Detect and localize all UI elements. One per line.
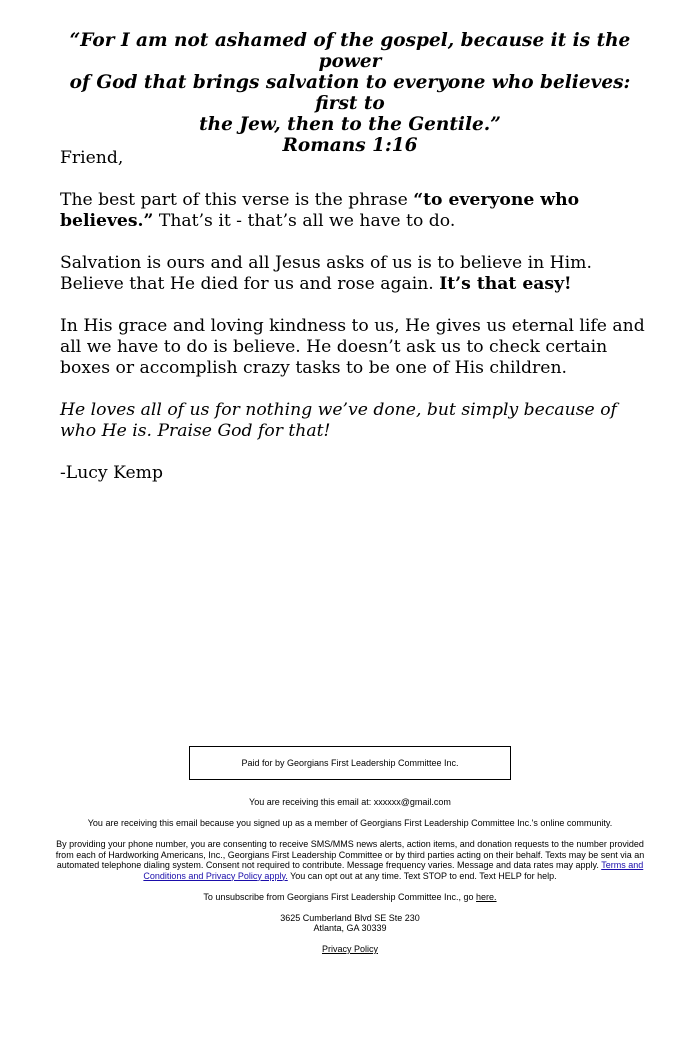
unsubscribe-link[interactable]: here. — [476, 891, 497, 902]
address-line-2: Atlanta, GA 30339 — [313, 923, 387, 933]
address-line-1: 3625 Cumberland Blvd SE Ste 230 — [280, 912, 420, 923]
paragraph-2-bold: It’s that easy! — [439, 274, 572, 294]
paragraph-2-text: Salvation is ours and all Jesus asks of us is to believe in Him. Believe that He died for us and rose again. — [60, 253, 592, 294]
receiving-notice: You are receiving this email at: xxxxxx@gmail.com — [249, 797, 451, 807]
paragraph-4: He loves all of us for nothing we’ve done, but simply because of who He is. Praise God for that! — [60, 400, 617, 441]
privacy-policy-link[interactable]: Privacy Policy — [321, 944, 378, 954]
unsubscribe-text: To unsubscribe from Georgians First Leadership Committee Inc., go — [203, 891, 477, 902]
unsubscribe-notice — [55, 892, 645, 903]
email-footer — [55, 797, 645, 965]
verse-line-2: of God that brings salvation to everyone who believes: first to — [69, 72, 631, 114]
paragraph-1-bold: “to everyone who believes.” — [60, 190, 580, 231]
sms-disclaimer-text: By providing your phone number, you are consenting to receive SMS/MMS news alerts, action items, and donation requests to the number provided from each of Hardworking Americans, Inc., Georgians First Leadership Committee or by third parties acting on their behalf. Texts may be sent via an automated telephone dialing system. Consent not required to contribute. Message frequency varies. Message and data rates may apply. — [55, 839, 645, 870]
verse-line-3: the Jew, then to the Gentile.” — [199, 114, 501, 135]
verse-quote — [60, 30, 640, 156]
mailing-address — [55, 913, 645, 934]
privacy-row — [55, 944, 645, 955]
letter-body — [60, 148, 650, 505]
signature: -Lucy Kemp — [60, 463, 163, 483]
paid-for-box: Paid for by Georgians First Leadership Committee Inc. — [189, 746, 511, 780]
paragraph-2 — [60, 253, 650, 295]
verse-line-1: “For I am not ashamed of the gospel, because it is the power — [69, 30, 631, 72]
paragraph-1 — [60, 190, 650, 232]
verse-reference: Romans 1:16 — [282, 135, 418, 156]
paragraph-1-rest: That’s it - that’s all we have to do. — [153, 211, 456, 231]
paragraph-3: In His grace and loving kindness to us, He gives us eternal life and all we have to do is believe. He doesn’t ask us to check certain boxes or accomplish crazy tasks to be one of His children. — [60, 316, 645, 378]
paragraph-1-text: The best part of this verse is the phrase — [60, 190, 414, 210]
greeting: Friend, — [60, 148, 124, 168]
sms-disclaimer-rest: You can opt out at any time. Text STOP to end. Text HELP for help. — [287, 870, 557, 881]
sms-disclaimer — [55, 839, 645, 881]
terms-link[interactable]: Terms and Conditions and Privacy Policy apply. — [143, 860, 644, 881]
signup-reason: You are receiving this email because you signed up as a member of Georgians First Leadership Committee Inc.'s online community. — [87, 818, 613, 828]
